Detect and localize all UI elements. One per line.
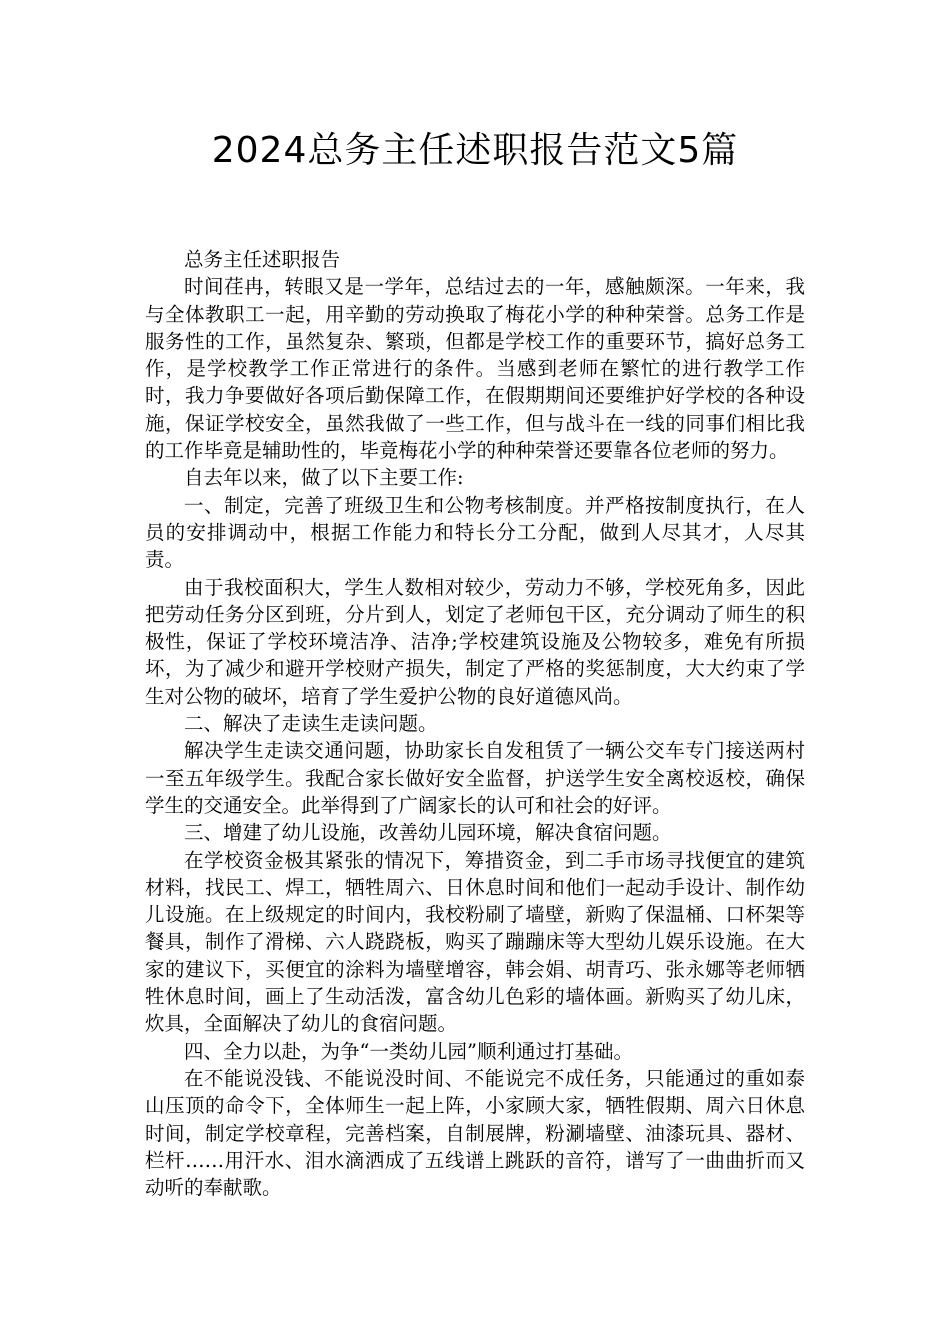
- paragraph: 三、增建了幼儿设施，改善幼儿园环境，解决食宿问题。: [184, 821, 672, 845]
- paragraph: 时间荏冉，转眼又是一学年，总结过去的一年，感触颇深。一年来，我与全体教职工一起，用辛勤的劳动换取了梅花小学的种种荣誉。总务工作是服务性的工作，虽然复杂、繁琐，但都是学校工作的重要环节，搞好总务工作，是学校教学工作正常进行的条件。当感到老师在繁忙的进行教学工作时，我力争要做好各项后勤保障工作，在假期期间还要维护好学校的各种设施，保证学校安全，虽然我做了一些工作，但与战斗在一线的同事们相比我的工作毕竟是辅助性的，毕竟梅花小学的种种荣誉还要靠各位老师的努力。: [145, 275, 805, 463]
- paragraph: 在学校资金极其紧张的情况下，筹措资金，到二手市场寻找便宜的建筑材料，找民工、焊工，牺牲周六、日休息时间和他们一起动手设计、制作幼儿设施。在上级规定的时间内，我校粉刷了墙壁，新购了保温桶、口杯架等餐具，制作了滑梯、六人跷跷板，购买了蹦蹦床等大型幼儿娱乐设施。在大家的建议下，买便宜的涂料为墙壁增容，韩会娟、胡青巧、张永娜等老师牺牲休息时间，画上了生动活泼，富含幼儿色彩的墙体画。新购买了幼儿床，炊具，全面解决了幼儿的食宿问题。: [145, 848, 805, 1036]
- paragraph: 二、解决了走读生走读问题。: [184, 712, 438, 736]
- paragraph: 在不能说没钱、不能说没时间、不能说完不成任务，只能通过的重如泰山压顶的命令下，全体师生一起上阵，小家顾大家，牺牲假期、周六日休息时间，制定学校章程，完善档案，自制展牌，粉涮墙壁、油漆玩具、器材、栏杆……用汗水、泪水滴洒成了五线谱上跳跃的音符，谱写了一曲曲折而又动听的奉献歌。: [145, 1066, 805, 1200]
- paragraph: 一、制定，完善了班级卫生和公物考核制度。并严格按制度执行，在人员的安排调动中，根据工作能力和特长分工分配，做到人尽其才，人尽其责。: [145, 493, 805, 572]
- paragraph: 由于我校面积大，学生人数相对较少，劳动力不够，学校死角多，因此把劳动任务分区到班，分片到人，划定了老师包干区，充分调动了师生的积极性，保证了学校环境洁净、洁净;学校建筑设施及公物较多，难免有所损坏，为了减少和避开学校财产损失，制定了严格的奖惩制度，大大约束了学生对公物的破坏，培育了学生爱护公物的良好道德风尚。: [145, 575, 805, 708]
- paragraph: 四、全力以赴，为争“一类幼儿园”顺利通过打基础。: [184, 1039, 633, 1063]
- document-title: 2024总务主任述职报告范文5篇: [211, 130, 739, 171]
- section-heading: 总务主任述职报告: [184, 248, 341, 271]
- document-body: [145, 246, 805, 1201]
- paragraph: 自去年以来，做了以下主要工作:: [184, 466, 464, 490]
- paragraph: 解决学生走读交通问题，协助家长自发租赁了一辆公交车专门接送两村一至五年级学生。我配合家长做好安全监督，护送学生安全离校返校，确保学生的交通安全。此举得到了广阔家长的认可和社会的好评。: [145, 739, 805, 817]
